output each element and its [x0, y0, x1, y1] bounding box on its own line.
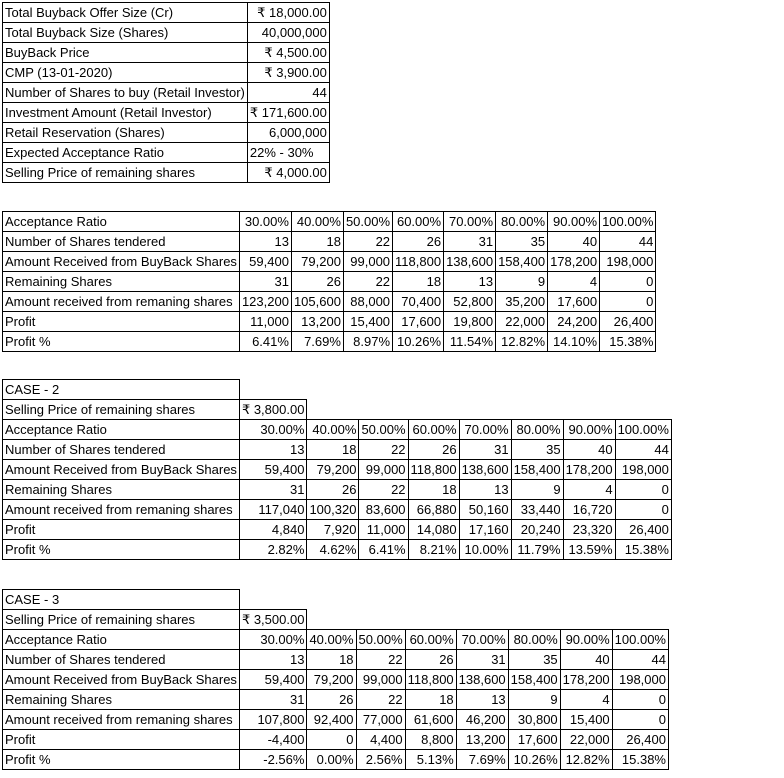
- data-cell[interactable]: 4: [548, 272, 600, 292]
- data-cell[interactable]: 10.26%: [508, 750, 560, 770]
- data-cell[interactable]: 8.97%: [343, 332, 392, 352]
- data-cell[interactable]: 8.21%: [408, 540, 459, 560]
- data-cell[interactable]: 6.41%: [239, 332, 291, 352]
- data-cell[interactable]: 13,200: [291, 312, 343, 332]
- data-cell[interactable]: 35,200: [496, 292, 548, 312]
- data-cell[interactable]: 178,200: [548, 252, 600, 272]
- data-cell[interactable]: 44: [600, 232, 656, 252]
- summary-row: [3, 83, 330, 103]
- selling-price-value[interactable]: ₹ 3,800.00: [239, 400, 307, 420]
- summary-row: [3, 63, 330, 83]
- data-cell[interactable]: 100.00%: [600, 212, 656, 232]
- data-cell[interactable]: 15.38%: [612, 750, 668, 770]
- data-cell[interactable]: 13: [444, 272, 496, 292]
- data-cell[interactable]: 13: [239, 650, 307, 670]
- data-cell[interactable]: 100.00%: [615, 420, 671, 440]
- summary-value[interactable]: 44: [247, 83, 329, 103]
- row-label[interactable]: Number of Shares tendered: [3, 232, 240, 252]
- data-cell[interactable]: 158,400: [511, 460, 563, 480]
- data-cell[interactable]: 117,040: [239, 500, 307, 520]
- data-cell[interactable]: 17,160: [459, 520, 511, 540]
- selling-price-value[interactable]: ₹ 3,500.00: [239, 610, 307, 630]
- data-cell[interactable]: 158,400: [496, 252, 548, 272]
- data-cell[interactable]: 158,400: [508, 670, 560, 690]
- data-cell[interactable]: 6.41%: [359, 540, 408, 560]
- data-cell[interactable]: 0: [600, 272, 656, 292]
- data-cell[interactable]: 11,000: [359, 520, 408, 540]
- data-cell[interactable]: 80.00%: [511, 420, 563, 440]
- summary-value[interactable]: 6,000,000: [247, 123, 329, 143]
- data-cell[interactable]: 178,200: [560, 670, 612, 690]
- table-row: [3, 232, 656, 252]
- data-cell[interactable]: 99,000: [343, 252, 392, 272]
- data-cell[interactable]: 7.69%: [456, 750, 508, 770]
- summary-label[interactable]: Total Buyback Offer Size (Cr): [3, 3, 248, 23]
- data-cell[interactable]: 26: [307, 690, 356, 710]
- summary-label[interactable]: BuyBack Price: [3, 43, 248, 63]
- row-label[interactable]: Number of Shares tendered: [3, 440, 240, 460]
- data-cell[interactable]: 50,160: [459, 500, 511, 520]
- case-title-row: [3, 590, 669, 610]
- data-cell[interactable]: 11,000: [239, 312, 291, 332]
- row-label[interactable]: Amount Received from BuyBack Shares: [3, 252, 240, 272]
- data-cell[interactable]: 44: [612, 650, 668, 670]
- data-cell[interactable]: 18: [307, 440, 359, 460]
- row-label[interactable]: Profit %: [3, 332, 240, 352]
- data-cell[interactable]: 0: [615, 500, 671, 520]
- row-label[interactable]: Amount received from remaning shares: [3, 710, 240, 730]
- data-cell[interactable]: -4,400: [239, 730, 307, 750]
- data-cell[interactable]: 26,400: [600, 312, 656, 332]
- row-label[interactable]: Acceptance Ratio: [3, 630, 240, 650]
- data-cell[interactable]: 100.00%: [612, 630, 668, 650]
- case1-table: [2, 211, 656, 352]
- table-row: [3, 332, 656, 352]
- table-row: [3, 312, 656, 332]
- summary-label[interactable]: Investment Amount (Retail Investor): [3, 103, 248, 123]
- summary-row: [3, 23, 330, 43]
- data-cell[interactable]: 31: [459, 440, 511, 460]
- summary-value[interactable]: 22% - 30%: [247, 143, 329, 163]
- data-cell[interactable]: 22: [359, 440, 408, 460]
- data-cell[interactable]: 61,600: [405, 710, 456, 730]
- data-cell[interactable]: 0.00%: [307, 750, 356, 770]
- summary-label[interactable]: CMP (13-01-2020): [3, 63, 248, 83]
- row-label[interactable]: Profit %: [3, 750, 240, 770]
- data-cell[interactable]: 198,000: [615, 460, 671, 480]
- data-cell[interactable]: 31: [444, 232, 496, 252]
- data-cell[interactable]: 18: [405, 690, 456, 710]
- case3-table: [2, 589, 669, 770]
- data-cell[interactable]: 13: [459, 480, 511, 500]
- summary-row: [3, 143, 330, 163]
- selling-price-label[interactable]: Selling Price of remaining shares: [3, 610, 240, 630]
- data-cell[interactable]: 118,800: [408, 460, 459, 480]
- data-cell[interactable]: 107,800: [239, 710, 307, 730]
- case-title[interactable]: CASE - 2: [3, 380, 240, 400]
- data-cell[interactable]: 123,200: [239, 292, 291, 312]
- data-cell[interactable]: 22,000: [496, 312, 548, 332]
- data-cell[interactable]: 18: [291, 232, 343, 252]
- data-cell[interactable]: 40.00%: [291, 212, 343, 232]
- summary-value[interactable]: ₹ 171,600.00: [247, 103, 329, 123]
- data-cell[interactable]: 26,400: [615, 520, 671, 540]
- row-label[interactable]: Amount received from remaning shares: [3, 500, 240, 520]
- data-cell[interactable]: 17,600: [548, 292, 600, 312]
- data-cell[interactable]: 26: [408, 440, 459, 460]
- data-cell[interactable]: 12.82%: [496, 332, 548, 352]
- data-cell[interactable]: 70.00%: [444, 212, 496, 232]
- data-cell[interactable]: 40.00%: [307, 420, 359, 440]
- data-cell[interactable]: 2.56%: [356, 750, 405, 770]
- data-cell[interactable]: 70.00%: [459, 420, 511, 440]
- data-cell[interactable]: 13.59%: [563, 540, 615, 560]
- row-label[interactable]: Amount Received from BuyBack Shares: [3, 670, 240, 690]
- summary-table: [2, 2, 330, 183]
- data-cell[interactable]: 138,600: [459, 460, 511, 480]
- data-cell[interactable]: 4: [560, 690, 612, 710]
- data-cell[interactable]: 35: [496, 232, 548, 252]
- data-cell[interactable]: 31: [239, 272, 291, 292]
- data-cell[interactable]: 22: [343, 272, 392, 292]
- data-cell[interactable]: 35: [508, 650, 560, 670]
- data-cell[interactable]: 198,000: [600, 252, 656, 272]
- data-cell[interactable]: 31: [239, 480, 307, 500]
- data-cell[interactable]: 118,800: [393, 252, 444, 272]
- case-title[interactable]: CASE - 3: [3, 590, 240, 610]
- table-row: [3, 520, 672, 540]
- data-cell[interactable]: 99,000: [356, 670, 405, 690]
- data-cell[interactable]: 2.82%: [239, 540, 307, 560]
- table-row: [3, 480, 672, 500]
- data-cell[interactable]: 13: [239, 440, 307, 460]
- summary-label[interactable]: Expected Acceptance Ratio: [3, 143, 248, 163]
- row-label[interactable]: Profit: [3, 730, 240, 750]
- summary-row: [3, 163, 330, 183]
- data-cell[interactable]: 15,400: [560, 710, 612, 730]
- data-cell[interactable]: 8,800: [405, 730, 456, 750]
- table-row: [3, 540, 672, 560]
- data-cell[interactable]: 0: [307, 730, 356, 750]
- data-cell[interactable]: 60.00%: [408, 420, 459, 440]
- data-cell[interactable]: 26: [393, 232, 444, 252]
- data-cell[interactable]: 31: [456, 650, 508, 670]
- data-cell[interactable]: 30.00%: [239, 630, 307, 650]
- data-cell[interactable]: 70,400: [393, 292, 444, 312]
- data-cell[interactable]: 4.62%: [307, 540, 359, 560]
- data-cell[interactable]: 19,800: [444, 312, 496, 332]
- data-cell[interactable]: 26,400: [612, 730, 668, 750]
- data-cell[interactable]: 35: [511, 440, 563, 460]
- table-row: [3, 690, 669, 710]
- summary-label[interactable]: Total Buyback Size (Shares): [3, 23, 248, 43]
- data-cell[interactable]: 4: [563, 480, 615, 500]
- summary-row: [3, 103, 330, 123]
- data-cell[interactable]: 44: [615, 440, 671, 460]
- data-cell[interactable]: 118,800: [405, 670, 456, 690]
- data-cell[interactable]: 52,800: [444, 292, 496, 312]
- summary-row: [3, 43, 330, 63]
- data-cell[interactable]: 0: [612, 710, 668, 730]
- table-row: [3, 750, 669, 770]
- data-cell[interactable]: 18: [408, 480, 459, 500]
- data-cell[interactable]: 198,000: [612, 670, 668, 690]
- data-cell[interactable]: 4,840: [239, 520, 307, 540]
- data-cell[interactable]: 31: [239, 690, 307, 710]
- data-cell[interactable]: 30.00%: [239, 420, 307, 440]
- data-cell[interactable]: 0: [612, 690, 668, 710]
- data-cell[interactable]: 22: [359, 480, 408, 500]
- data-cell[interactable]: 0: [600, 292, 656, 312]
- summary-value[interactable]: ₹ 4,500.00: [247, 43, 329, 63]
- data-cell[interactable]: 22,000: [560, 730, 612, 750]
- summary-row: [3, 123, 330, 143]
- data-cell[interactable]: 18: [393, 272, 444, 292]
- table-row: [3, 292, 656, 312]
- data-cell[interactable]: 15.38%: [615, 540, 671, 560]
- data-cell[interactable]: 59,400: [239, 670, 307, 690]
- table-row: [3, 630, 669, 650]
- data-cell[interactable]: 10.26%: [393, 332, 444, 352]
- data-cell[interactable]: 15,400: [343, 312, 392, 332]
- row-label[interactable]: Remaining Shares: [3, 480, 240, 500]
- case-title-row: [3, 380, 672, 400]
- data-cell[interactable]: 80.00%: [508, 630, 560, 650]
- data-cell[interactable]: 26: [291, 272, 343, 292]
- data-cell[interactable]: 11.79%: [511, 540, 563, 560]
- data-cell[interactable]: 4,400: [356, 730, 405, 750]
- data-cell[interactable]: 7,920: [307, 520, 359, 540]
- selling-price-label[interactable]: Selling Price of remaining shares: [3, 400, 240, 420]
- row-label[interactable]: Acceptance Ratio: [3, 420, 240, 440]
- summary-label[interactable]: Retail Reservation (Shares): [3, 123, 248, 143]
- data-cell[interactable]: 80.00%: [496, 212, 548, 232]
- data-cell[interactable]: -2.56%: [239, 750, 307, 770]
- data-cell[interactable]: 59,400: [239, 252, 291, 272]
- data-cell[interactable]: 15.38%: [600, 332, 656, 352]
- row-label[interactable]: Amount received from remaning shares: [3, 292, 240, 312]
- table-row: [3, 650, 669, 670]
- summary-value[interactable]: ₹ 3,900.00: [247, 63, 329, 83]
- table-row: [3, 252, 656, 272]
- data-cell[interactable]: 100,320: [307, 500, 359, 520]
- data-cell[interactable]: 99,000: [359, 460, 408, 480]
- data-cell[interactable]: 40.00%: [307, 630, 356, 650]
- data-cell[interactable]: 14.10%: [548, 332, 600, 352]
- selling-price-row: [3, 400, 672, 420]
- case2-table: [2, 379, 672, 560]
- data-cell[interactable]: 60.00%: [405, 630, 456, 650]
- data-cell[interactable]: 138,600: [456, 670, 508, 690]
- data-cell[interactable]: 5.13%: [405, 750, 456, 770]
- data-cell[interactable]: 105,600: [291, 292, 343, 312]
- data-cell[interactable]: 83,600: [359, 500, 408, 520]
- data-cell[interactable]: 30.00%: [239, 212, 291, 232]
- data-cell[interactable]: 90.00%: [560, 630, 612, 650]
- data-cell[interactable]: 40: [548, 232, 600, 252]
- row-label[interactable]: Amount Received from BuyBack Shares: [3, 460, 240, 480]
- table-row: [3, 730, 669, 750]
- data-cell[interactable]: 50.00%: [343, 212, 392, 232]
- data-cell[interactable]: 12.82%: [560, 750, 612, 770]
- data-cell[interactable]: 22: [356, 690, 405, 710]
- data-cell[interactable]: 24,200: [548, 312, 600, 332]
- data-cell[interactable]: 26: [405, 650, 456, 670]
- data-cell[interactable]: 22: [343, 232, 392, 252]
- data-cell[interactable]: 17,600: [508, 730, 560, 750]
- summary-label[interactable]: Number of Shares to buy (Retail Investor): [3, 83, 248, 103]
- data-cell[interactable]: 9: [508, 690, 560, 710]
- data-cell[interactable]: 79,200: [307, 460, 359, 480]
- table-row: [3, 460, 672, 480]
- data-cell[interactable]: 18: [307, 650, 356, 670]
- data-cell[interactable]: 20,240: [511, 520, 563, 540]
- data-cell[interactable]: 50.00%: [359, 420, 408, 440]
- data-cell[interactable]: 77,000: [356, 710, 405, 730]
- data-cell[interactable]: 13,200: [456, 730, 508, 750]
- summary-label[interactable]: Selling Price of remaining shares: [3, 163, 248, 183]
- row-label[interactable]: Acceptance Ratio: [3, 212, 240, 232]
- table-row: [3, 440, 672, 460]
- data-cell[interactable]: 79,200: [307, 670, 356, 690]
- data-cell[interactable]: 92,400: [307, 710, 356, 730]
- row-label[interactable]: Remaining Shares: [3, 690, 240, 710]
- data-cell[interactable]: 9: [511, 480, 563, 500]
- data-cell[interactable]: 30,800: [508, 710, 560, 730]
- summary-row: [3, 3, 330, 23]
- table-row: [3, 500, 672, 520]
- data-cell[interactable]: 40: [563, 440, 615, 460]
- data-cell[interactable]: 9: [496, 272, 548, 292]
- data-cell[interactable]: 70.00%: [456, 630, 508, 650]
- summary-value[interactable]: 40,000,000: [247, 23, 329, 43]
- row-label[interactable]: Profit: [3, 520, 240, 540]
- data-cell[interactable]: 26: [307, 480, 359, 500]
- data-cell[interactable]: 13: [239, 232, 291, 252]
- data-cell[interactable]: 23,320: [563, 520, 615, 540]
- data-cell[interactable]: 50.00%: [356, 630, 405, 650]
- table-row: [3, 420, 672, 440]
- data-cell[interactable]: 66,880: [408, 500, 459, 520]
- table-row: [3, 212, 656, 232]
- data-cell[interactable]: 79,200: [291, 252, 343, 272]
- data-cell[interactable]: 14,080: [408, 520, 459, 540]
- summary-value[interactable]: ₹ 4,000.00: [247, 163, 329, 183]
- row-label[interactable]: Number of Shares tendered: [3, 650, 240, 670]
- table-row: [3, 710, 669, 730]
- data-cell[interactable]: 22: [356, 650, 405, 670]
- data-cell[interactable]: 17,600: [393, 312, 444, 332]
- row-label[interactable]: Profit: [3, 312, 240, 332]
- table-row: [3, 670, 669, 690]
- data-cell[interactable]: 138,600: [444, 252, 496, 272]
- data-cell[interactable]: 40: [560, 650, 612, 670]
- data-cell[interactable]: 59,400: [239, 460, 307, 480]
- data-cell[interactable]: 90.00%: [548, 212, 600, 232]
- data-cell[interactable]: 33,440: [511, 500, 563, 520]
- data-cell[interactable]: 88,000: [343, 292, 392, 312]
- data-cell[interactable]: 11.54%: [444, 332, 496, 352]
- summary-value[interactable]: ₹ 18,000.00: [247, 3, 329, 23]
- data-cell[interactable]: 90.00%: [563, 420, 615, 440]
- row-label[interactable]: Profit %: [3, 540, 240, 560]
- data-cell[interactable]: 178,200: [563, 460, 615, 480]
- row-label[interactable]: Remaining Shares: [3, 272, 240, 292]
- data-cell[interactable]: 60.00%: [393, 212, 444, 232]
- data-cell[interactable]: 46,200: [456, 710, 508, 730]
- data-cell[interactable]: 7.69%: [291, 332, 343, 352]
- data-cell[interactable]: 13: [456, 690, 508, 710]
- table-row: [3, 272, 656, 292]
- selling-price-row: [3, 610, 669, 630]
- data-cell[interactable]: 10.00%: [459, 540, 511, 560]
- data-cell[interactable]: 0: [615, 480, 671, 500]
- data-cell[interactable]: 16,720: [563, 500, 615, 520]
